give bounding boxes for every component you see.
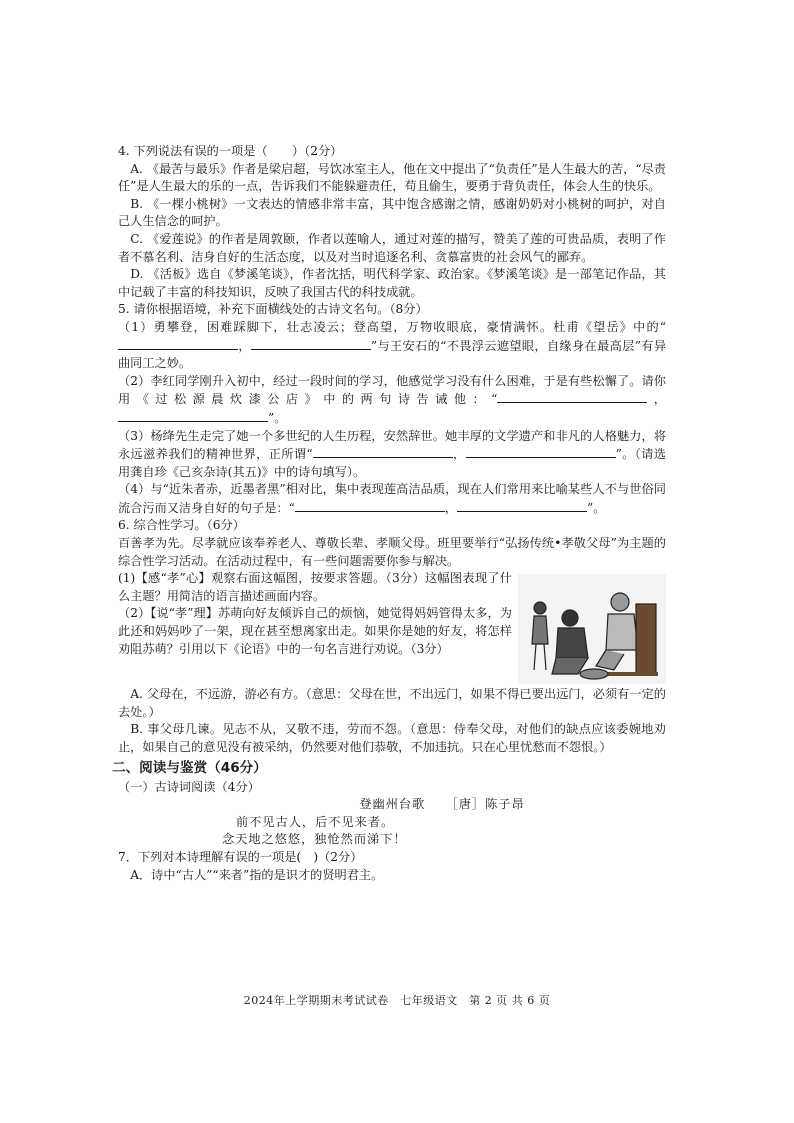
q4-option-d: D. 《活板》选自《梦溪笔谈》，作者沈括，明代科学家、政治家。《梦溪笔谈》是一部笔记作品，其中记载了丰富的科技知识，反映了我国古代的科技成就。 [118,267,666,299]
q5-blank-7[interactable] [295,499,445,512]
q5-part4-text-a: （4）与“近朱者赤，近墨者黑”相对比，集中表现莲高洁品质，现在人们常用来比喻某些人不与世俗同流合污而又洁身自好的句子是：“ [118,482,666,515]
page-footer: 2024年上学期期末考试试卷 七年级语文 第 2 页 共 6 页 [243,994,551,1007]
q5-blank-8[interactable] [457,499,587,512]
q6-intro: 百善孝为先。尽孝就应该奉养老人、尊敬长辈、孝顺父母。班里要举行“弘扬传统•孝敬父母”为主题的综合性学习活动。在活动过程中，有一些问题需要你参与解决。 [118,536,666,568]
q5-comma-4: ， [444,500,458,515]
q5-blank-5[interactable] [313,445,453,458]
q5-part3-text-a: （3）杨绛先生走完了她一个多世纪的人生历程，安然辞世。她丰厚的文学遗产和非凡的人格魅力，将永远滋养我们的精神世界，正所谓“ [118,428,666,462]
q5-blank-2[interactable] [251,337,371,350]
q5-part3 [118,428,666,482]
q5-blank-1[interactable] [118,337,238,350]
q6-subquestion-2: （2）【说“孝”理】苏萌向好友倾诉自己的烦恼，她觉得妈妈管得太多，为此还和妈妈吵了一架，现在甚至想离家出走。如果你是她的好友，将怎样劝阻苏萌？引用以下《论语》中的一句名言进行劝说。（3分） [118,606,512,656]
q5-part1-text-b: ”与王安石的“不畏浮云遮望眼，自缘身在最高层”有异曲同工之妙。 [118,338,667,371]
q6-subquestion-1: (1)【感“孝”心】观察右面这幅图，按要求答题。（3分）这幅图表现了什么主题？用简洁的语言描述画面内容。 [118,571,512,603]
q4-stem: 4. 下列说法有误的一项是（ ）（2分） [118,144,343,158]
poem-line-1: 前不见古人，后不见来者。 [236,814,395,829]
q5-part3-text-b: ”。（请选用龚自珍《己亥杂诗(其五)》中的诗句填写）。 [118,447,666,479]
q6-quote-b: B. 事父母几谏。见志不从，又敬不违，劳而不怨。（意思：侍奉父母，对他们的缺点应该委婉地劝止，如果自己的意见没有被采纳，仍然要对他们恭敬，不加违抗。只在心里忧愁而不怨恨。） [118,722,666,755]
q5-blank-6[interactable] [466,445,616,458]
q4-option-c: C. 《爱莲说》的作者是周敦颐，作者以莲喻人，通过对莲的描写，赞美了莲的可贵品质，表明了作者不慕名利、洁身自好的生活态度，以及对当时追逐名利、贪慕富贵的社会风气的鄙弃。 [118,231,666,264]
q5-comma-1: ， [238,338,251,353]
q5-comma-3: ， [452,447,466,462]
q5-part2-text-a: （2）李红同学刚升入初中，经过一段时间的学习，他感觉学习没有什么困难，于是有些松懈了。请你用《过松源晨炊漆公店》中的两句诗告诫他：“ [118,373,666,407]
q5-part1-text-a: （1）勇攀登，困难踩脚下，壮志凌云；登高望，万物收眼底，豪情满怀。杜甫《望岳》中的“ [118,319,666,334]
q6-quote-a: A. 父母在，不远游，游必有方。（意思：父母在世，不出远门，如果不得已要出远门，必须有一定的去处。） [118,687,666,719]
poem-title: 登幽州台歌 ［唐］陈子昂 [359,797,525,812]
q4-option-b: B. 《一棵小桃树》一文表达的情感非常丰富，其中饱含感谢之情，感谢奶奶对小桃树的呵护，对自己人生信念的呵护。 [118,196,666,229]
q5-comma-2: ， [647,392,666,407]
q5-part2 [118,373,666,428]
poem-line-2: 念天地之悠悠，独怆然而涕下！ [222,832,407,847]
q7-option-a: A．诗中“古人”“来者”指的是识才的贤明君主。 [130,867,384,882]
q4-option-a: A. 《最苦与最乐》作者是梁启超，号饮冰室主人，他在文中提出了“负责任”是人生最大的苦，“尽责任”是人生最大的乐的一点，告诉我们不能躲避责任，苟且偷生，要勇于背负责任，体会人生的快乐。 [118,161,666,194]
exam-page-body [112,143,667,884]
section-2-heading: 二、阅读与鉴赏（46分） [112,759,267,776]
q5-blank-3[interactable] [497,390,647,403]
q7-stem: 7．下列对本诗理解有误的一项是( )（2分） [118,850,363,864]
q5-part2-text-b: ”。 [268,410,287,425]
q5-blank-4[interactable] [118,409,268,422]
section-2-subheading: （一）古诗词阅读（4分） [118,779,260,794]
q5-stem: 5. 请你根据语境，补充下面横线处的古诗文名句。（8分） [118,302,428,317]
illustration-child-grandparent-image [518,574,666,684]
q5-part4 [118,481,666,517]
q5-part1 [118,319,666,373]
q6-stem: 6. 综合性学习。（6分） [118,518,245,533]
q5-part4-text-b: ”。 [587,500,606,515]
